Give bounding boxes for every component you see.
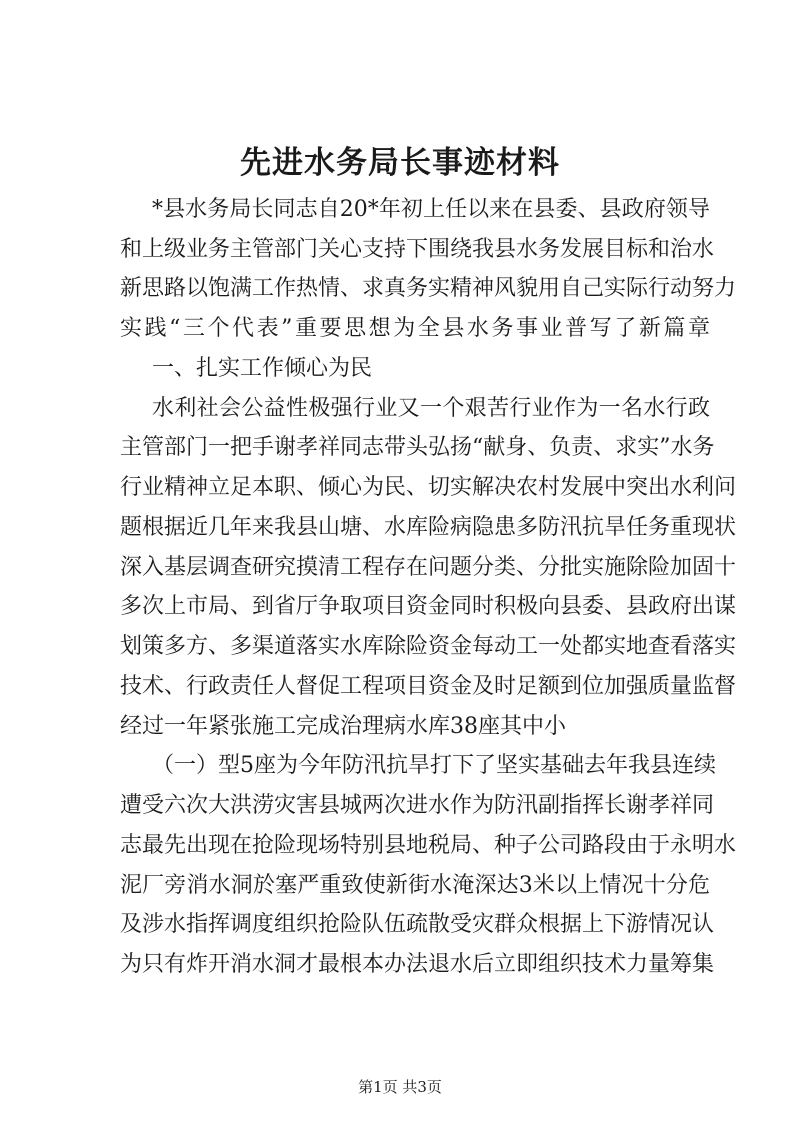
paragraph-line: 实践“三个代表”重要思想为全县水务事业普写了新篇章 xyxy=(120,316,710,341)
document-title: 先进水务局长事迹材料 xyxy=(240,145,560,181)
paragraph-line: 技术、行政责任人督促工程项目资金及时足额到位加强质量监督 xyxy=(120,674,737,699)
paragraph-line: 和上级业务主管部门关心支持下围绕我县水务发展目标和治水 xyxy=(120,237,715,262)
paragraph-line: 及涉水指挥调度组织抢险队伍疏散受灾群众根据上下游情况认 xyxy=(120,912,715,937)
paragraph-line: 多次上市局、到省厅争取项目资金同时积极向县委、县政府出谋 xyxy=(120,594,737,619)
paragraph-line: 经过一年紧张施工完成治理病水库38座其中小 xyxy=(120,714,566,739)
paragraph-line: 划策多方、多渠道落实水库除险资金每动工一处都实地查看落实 xyxy=(120,634,737,659)
paragraph-line: 水利社会公益性极强行业又一个艰苦行业作为一名水行政 xyxy=(152,396,710,421)
paragraph-line: 为只有炸开消水洞才最根本办法退水后立即组织技术力量筹集 xyxy=(120,952,715,977)
paragraph-line: 泥厂旁消水洞於塞严重致使新街水淹深达3米以上情况十分危 xyxy=(120,873,710,898)
paragraph-line: 遭受六次大洪涝灾害县城两次进水作为防汛副指挥长谢孝祥同 xyxy=(120,793,715,818)
paragraph-line: 主管部门一把手谢孝祥同志带头弘扬“献身、负责、求实”水务 xyxy=(120,435,715,460)
paragraph-line: 题根据近几年来我县山塘、水库险病隐患多防汛抗旱任务重现状 xyxy=(120,515,737,540)
section-heading: 一、扎实工作倾心为民 xyxy=(152,356,373,381)
paragraph-line: 新思路以饱满工作热情、求真务实精神风貌用自己实际行动努力 xyxy=(120,276,737,301)
paragraph-line: 志最先出现在抢险现场特别县地税局、种子公司路段由于永明水 xyxy=(120,833,737,858)
paragraph-line: （一）型5座为今年防汛抗旱打下了坚实基础去年我县连续 xyxy=(152,753,716,778)
paragraph-line: 深入基层调查研究摸清工程存在问题分类、分批实施除险加固十 xyxy=(120,555,737,580)
paragraph-line: 行业精神立足本职、倾心为民、切实解决农村发展中突出水利问 xyxy=(120,475,737,500)
page-indicator: 第1页 共3页 xyxy=(358,1078,442,1096)
paragraph-line: *县水务局长同志自20*年初上任以来在县委、县政府领导 xyxy=(152,197,710,222)
